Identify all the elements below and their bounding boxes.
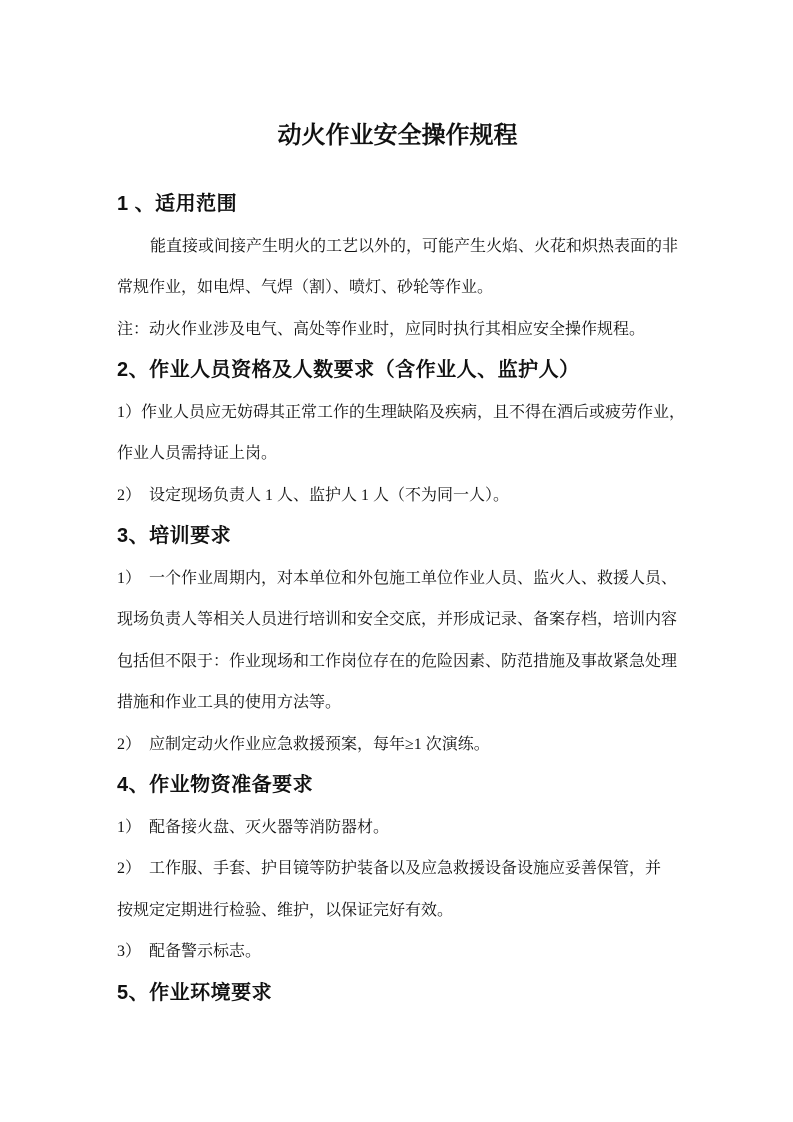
document-title: 动火作业安全操作规程 (277, 123, 518, 149)
section-training-requirements (117, 516, 678, 765)
paragraph-line: 包括但不限于：作业现场和工作岗位存在的危险因素、防范措施及事故紧急处理 (117, 652, 678, 670)
paragraph-line: 作业人员需持证上岗。 (117, 445, 278, 462)
note-line: 注：动火作业涉及电气、高处等作业时，应同时执行其相应安全操作规程。 (117, 320, 646, 338)
section-2-heading: 2、作业人员资格及人数要求（含作业人、监护人） (117, 359, 580, 381)
section-personnel-requirements (117, 350, 686, 516)
section-5-heading: 5、作业环境要求 (117, 981, 273, 1004)
list-item-line: 2） 应制定动火作业应急救援预案，每年≥1 次演练。 (117, 735, 490, 753)
document-body (117, 184, 686, 1014)
paragraph-line: 按规定定期进行检验、维护，以保证完好有效。 (117, 901, 454, 919)
paragraph-line: 现场负责人等相关人员进行培训和安全交底，并形成记录、备案存档，培训内容 (117, 611, 678, 628)
list-item-line: 2） 设定现场负责人 1 人、监护人 1 人（不为同一人）。 (117, 486, 510, 504)
section-3-heading: 3、培训要求 (117, 525, 232, 547)
section-work-environment (117, 973, 678, 1015)
paragraph-line: 常规作业，如电焊、气焊（割）、喷灯、砂轮等作业。 (117, 279, 494, 296)
paragraph-line: 能直接或间接产生明火的工艺以外的，可能产生火焰、火花和炽热表面的非 (150, 237, 679, 255)
section-4-heading: 4、作业物资准备要求 (117, 774, 314, 796)
list-item-line: 1）作业人员应无妨碍其正常工作的生理缺陷及疾病，且不得在酒后或疲劳作业， (117, 403, 686, 421)
section-material-preparation (117, 765, 678, 973)
list-item-line: 1） 配备接火盘、灭火器等消防器材。 (117, 818, 390, 836)
section-scope (117, 184, 678, 350)
list-item-line: 1） 一个作业周期内，对本单位和外包施工单位作业人员、监火人、救援人员、 (117, 569, 678, 587)
section-1-heading: 1 、适用范围 (117, 193, 238, 215)
list-item-line: 3） 配备警示标志。 (117, 943, 262, 960)
paragraph-line: 措施和作业工具的使用方法等。 (117, 694, 342, 711)
list-item-line: 2） 工作服、手套、护目镜等防护装备以及应急救援设备设施应妥善保管，并 (117, 860, 662, 877)
